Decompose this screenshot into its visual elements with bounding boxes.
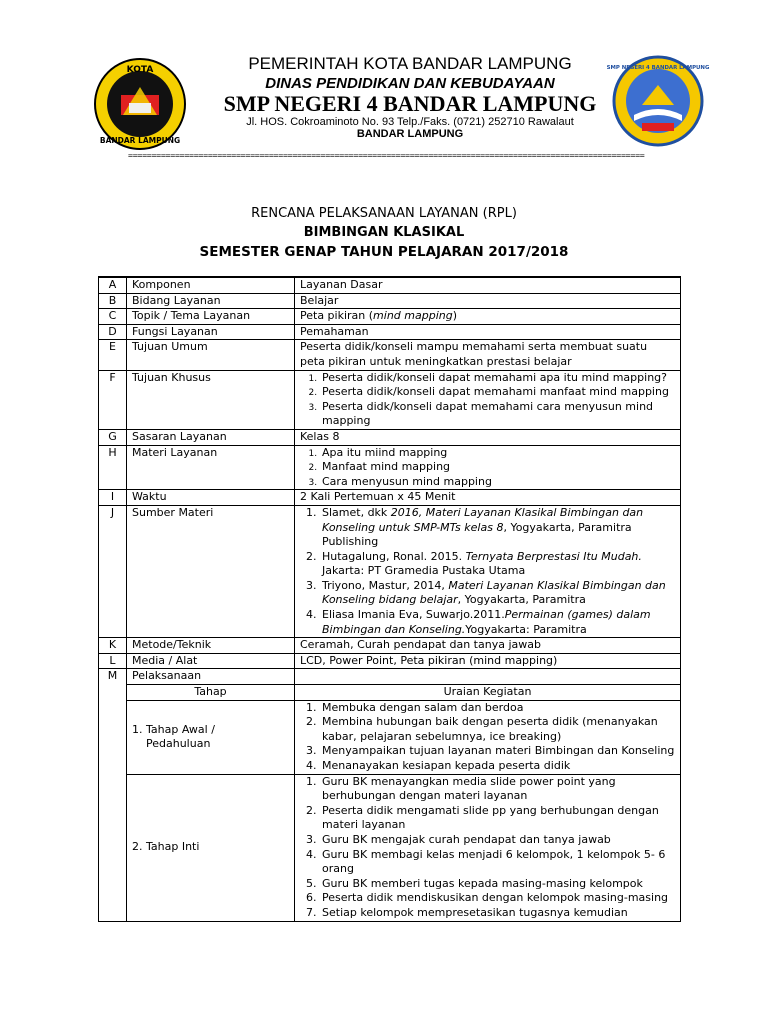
row-code: M xyxy=(99,669,127,921)
table-row xyxy=(99,700,681,774)
tahap-inti-activities xyxy=(295,774,681,921)
row-value: Peta pikiran (mind mapping) xyxy=(295,309,681,325)
table-row xyxy=(99,340,681,370)
materi-list xyxy=(300,446,675,490)
kota-bandar-lampung-logo xyxy=(93,57,187,151)
row-value xyxy=(295,669,681,685)
table-row xyxy=(99,309,681,325)
row-label: Metode/Teknik xyxy=(127,638,295,654)
row-value: Peserta didik/konseli mampu memahami serta membuat suatu peta pikiran untuk meningkatkan prestasi belajar xyxy=(295,340,681,370)
table-row xyxy=(99,277,681,293)
row-value: Pemahaman xyxy=(295,324,681,340)
sumber-materi-list xyxy=(300,506,675,637)
table-row xyxy=(99,774,681,921)
table-row xyxy=(99,445,681,490)
row-value: Ceramah, Curah pendapat dan tanya jawab xyxy=(295,638,681,654)
table-row xyxy=(99,685,681,701)
list-item: 6. Peserta didik mendiskusikan dengan kelompok masing-masing xyxy=(320,891,675,906)
row-label: Sasaran Layanan xyxy=(127,429,295,445)
row-code: B xyxy=(99,293,127,309)
tujuan-khusus-list xyxy=(300,371,675,429)
tahap-inti-label: 2. Tahap Inti xyxy=(127,774,295,921)
table-row xyxy=(99,505,681,637)
school-name: SMP NEGERI 4 BANDAR LAMPUNG xyxy=(223,91,597,116)
row-value: Layanan Dasar xyxy=(295,277,681,293)
list-item: 3. Peserta didk/konseli dapat memahami cara menyusun mind mapping xyxy=(320,400,675,429)
row-code: C xyxy=(99,309,127,325)
document-semester: SEMESTER GENAP TAHUN PELAJARAN 2017/2018 xyxy=(199,244,569,260)
list-item: 2. Peserta didik/konseli dapat memahami manfaat mind mapping xyxy=(320,385,675,400)
row-code: F xyxy=(99,370,127,429)
row-code: E xyxy=(99,340,127,370)
smp-negeri-4-logo xyxy=(606,55,710,147)
row-label: Topik / Tema Layanan xyxy=(127,309,295,325)
svg-text:KOTA: KOTA xyxy=(126,65,154,75)
row-label: Komponen xyxy=(127,277,295,293)
department-name: DINAS PENDIDIKAN DAN KEBUDAYAAN xyxy=(265,75,555,92)
list-item: 1. Slamet, dkk 2016, Materi Layanan Klasikal Bimbingan dan Konseling untuk SMP-MTs kelas 8, Yogyakarta, Paramitra Publishing xyxy=(320,506,675,550)
document-subtitle: BIMBINGAN KLASIKAL xyxy=(303,225,465,240)
row-label: Tujuan Khusus xyxy=(127,370,295,429)
row-code: K xyxy=(99,638,127,654)
tahap-inti-list xyxy=(300,775,675,921)
row-value xyxy=(295,370,681,429)
list-item: 3. Cara menyusun mind mapping xyxy=(320,475,675,490)
list-item: 5. Guru BK memberi tugas kepada masing-masing kelompok xyxy=(320,877,675,892)
list-item: 2. Hutagalung, Ronal. 2015. Ternyata Berprestasi Itu Mudah. Jakarta: PT Gramedia Pustaka Utama xyxy=(320,550,675,579)
table-row xyxy=(99,490,681,506)
row-code: J xyxy=(99,505,127,637)
list-item: 2. Manfaat mind mapping xyxy=(320,460,675,475)
table-row xyxy=(99,370,681,429)
table-row xyxy=(99,669,681,685)
row-code: L xyxy=(99,653,127,669)
row-code: G xyxy=(99,429,127,445)
row-value: Belajar xyxy=(295,293,681,309)
table-row xyxy=(99,429,681,445)
tahap-header: Tahap xyxy=(127,685,295,701)
list-item: 4. Eliasa Imania Eva, Suwarjo.2011.Permainan (games) dalam Bimbingan dan Konseling.Yogyakarta: Paramitra xyxy=(320,608,675,637)
tahap-awal-list xyxy=(300,701,675,774)
svg-text:BANDAR LAMPUNG: BANDAR LAMPUNG xyxy=(99,136,181,145)
row-label: Media / Alat xyxy=(127,653,295,669)
row-label: Bidang Layanan xyxy=(127,293,295,309)
row-value: LCD, Power Point, Peta pikiran (mind mapping) xyxy=(295,653,681,669)
list-item: 1. Peserta didik/konseli dapat memahami apa itu mind mapping? xyxy=(320,371,675,386)
row-label: Waktu xyxy=(127,490,295,506)
list-item: 2. Peserta didik mengamati slide pp yang berhubungan dengan materi layanan xyxy=(320,804,675,833)
government-name: PEMERINTAH KOTA BANDAR LAMPUNG xyxy=(248,54,572,73)
list-item: 4. Guru BK membagi kelas menjadi 6 kelompok, 1 kelompok 5- 6 orang xyxy=(320,848,675,877)
row-label: Pelaksanaan xyxy=(127,669,295,685)
list-item: 4. Menanayakan kesiapan kepada peserta didik xyxy=(320,759,675,774)
tahap-awal-activities xyxy=(295,700,681,774)
list-item: 1. Guru BK menayangkan media slide power point yang berhubungan dengan materi layanan xyxy=(320,775,675,804)
table-row xyxy=(99,653,681,669)
row-value xyxy=(295,505,681,637)
row-label: Tujuan Umum xyxy=(127,340,295,370)
list-item: 3. Guru BK mengajak curah pendapat dan tanya jawab xyxy=(320,833,675,848)
list-item: 2. Membina hubungan baik dengan peserta didik (menanyakan kabar, pelajaran sebelumnya, ice breaking) xyxy=(320,715,675,744)
table-row xyxy=(99,638,681,654)
list-item: 1. Membuka dengan salam dan berdoa xyxy=(320,701,675,716)
row-label: Materi Layanan xyxy=(127,445,295,490)
list-item: 3. Triyono, Mastur, 2014, Materi Layanan Klasikal Bimbingan dan Konseling bidang belajar, Yogyakarta, Paramitra xyxy=(320,579,675,608)
document-title: RENCANA PELAKSANAAN LAYANAN (RPL) xyxy=(251,206,517,221)
row-label: Fungsi Layanan xyxy=(127,324,295,340)
row-code: I xyxy=(99,490,127,506)
row-code: A xyxy=(99,277,127,293)
svg-text:SMP NEGERI 4 BANDAR LAMPUNG: SMP NEGERI 4 BANDAR LAMPUNG xyxy=(606,65,710,71)
letterhead-separator: ============================================================================================================== xyxy=(128,150,645,160)
table-row xyxy=(99,324,681,340)
list-item: 3. Menyampaikan tujuan layanan materi Bimbingan dan Konseling xyxy=(320,744,675,759)
list-item: 7. Setiap kelompok mempresetasikan tugasnya kemudian xyxy=(320,906,675,921)
list-item: 1. Apa itu miind mapping xyxy=(320,446,675,461)
row-label: Sumber Materi xyxy=(127,505,295,637)
row-value: Kelas 8 xyxy=(295,429,681,445)
row-code: H xyxy=(99,445,127,490)
uraian-header: Uraian Kegiatan xyxy=(295,685,681,701)
table-row xyxy=(99,293,681,309)
rpl-table xyxy=(98,276,681,922)
row-value: 2 Kali Pertemuan x 45 Menit xyxy=(295,490,681,506)
row-value xyxy=(295,445,681,490)
row-code: D xyxy=(99,324,127,340)
tahap-awal-label: 1. Tahap Awal / Pedahuluan xyxy=(127,700,295,774)
school-city: BANDAR LAMPUNG xyxy=(356,128,464,140)
school-address: Jl. HOS. Cokroaminoto No. 93 Telp./Faks. (0721) 252710 Rawalaut xyxy=(246,116,574,128)
